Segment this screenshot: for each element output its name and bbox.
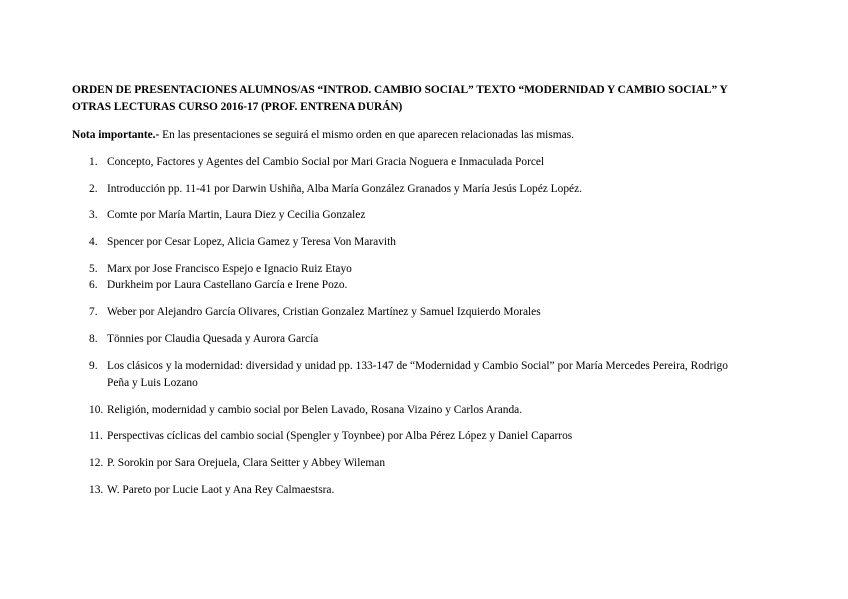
list-item: [89, 482, 789, 499]
note-text: En las presentaciones se seguirá el mismo orden en que aparecen relacionadas las mismas.: [159, 129, 574, 141]
list-item-text-line-2: Peña y Luis Lozano: [107, 377, 198, 389]
list-item-text: P. Sorokin por Sara Orejuela, Clara Seitter y Abbey Wileman: [107, 457, 386, 469]
list-item-number: 12.: [89, 457, 104, 469]
important-note: [72, 127, 792, 143]
list-item-text: Weber por Alejandro García Olivares, Cristian Gonzalez Martínez y Samuel Izquierdo Morales: [107, 306, 541, 318]
list-item-number: 10.: [89, 404, 104, 416]
list-item-number: 5.: [89, 263, 98, 275]
list-item-number: 8.: [89, 333, 98, 345]
list-item-number: 11.: [89, 430, 103, 442]
list-item: [89, 261, 789, 278]
list-item-number: 6.: [89, 279, 98, 291]
list-item-text: Durkheim por Laura Castellano García e Irene Pozo.: [107, 279, 348, 291]
title-line-2: OTRAS LECTURAS CURSO 2016-17 (PROF. ENTRENA DURÁN): [72, 101, 403, 113]
list-item-text: Spencer por Cesar Lopez, Alicia Gamez y Teresa Von Maravith: [107, 236, 396, 248]
list-item-text: Religión, modernidad y cambio social por Belen Lavado, Rosana Vizaino y Carlos Aranda.: [107, 404, 523, 416]
list-item-text: Tönnies por Claudia Quesada y Aurora García: [107, 333, 319, 345]
document-title: [72, 82, 792, 116]
list-item-text: Comte por María Martin, Laura Diez y Cecilia Gonzalez: [107, 209, 366, 221]
list-item: [89, 358, 789, 392]
list-item-number: 2.: [89, 183, 98, 195]
list-item-number: 4.: [89, 236, 98, 248]
list-item-text: Introducción pp. 11-41 por Darwin Ushiña, Alba María González Granados y María Jesús Lopéz Lopéz.: [107, 183, 582, 195]
list-item: [89, 207, 789, 224]
note-label: Nota importante.-: [72, 129, 160, 141]
list-item: [89, 455, 789, 472]
list-item-number: 9.: [89, 360, 98, 372]
list-item-text: Perspectivas cíclicas del cambio social (Spengler y Toynbee) por Alba Pérez López y Daniel Caparros: [107, 430, 573, 442]
list-item: [89, 234, 789, 251]
list-item-text: Concepto, Factores y Agentes del Cambio Social por Mari Gracia Noguera e Inmaculada Porcel: [107, 156, 545, 168]
list-item: [89, 402, 789, 419]
list-item-number: 3.: [89, 209, 98, 221]
list-item-text: Marx por Jose Francisco Espejo e Ignacio Ruiz Etayo: [107, 263, 352, 275]
list-item: [89, 154, 789, 171]
list-item-number: 13.: [89, 484, 104, 496]
list-item: [89, 428, 789, 445]
list-item: [89, 277, 789, 294]
list-item-text: W. Pareto por Lucie Laot y Ana Rey Calmaestsra.: [107, 484, 335, 496]
list-item-number: 1.: [89, 156, 98, 168]
list-item-number: 7.: [89, 306, 98, 318]
list-item: [89, 181, 789, 198]
list-item: [89, 304, 789, 321]
title-line-1: ORDEN DE PRESENTACIONES ALUMNOS/AS “INTROD. CAMBIO SOCIAL” TEXTO “MODERNIDAD Y CAMBIO SOCIAL” Y: [72, 84, 728, 96]
list-item: [89, 331, 789, 348]
list-item-text-line-1: Los clásicos y la modernidad: diversidad y unidad pp. 133-147 de “Modernidad y Cambio Social” por María Mercedes Pereira, Rodrigo: [107, 360, 728, 372]
